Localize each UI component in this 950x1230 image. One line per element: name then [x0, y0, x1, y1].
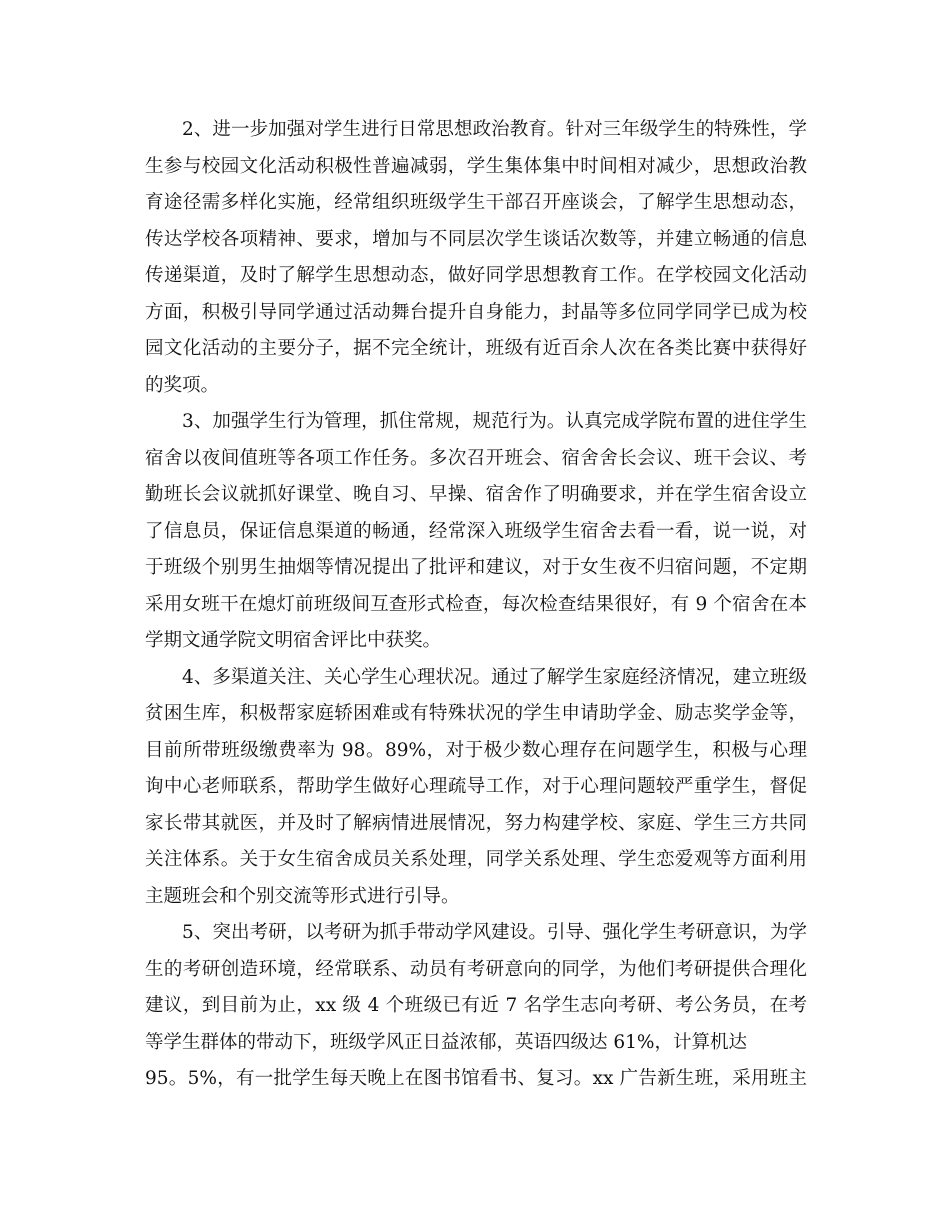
- text-line: 建议，到目前为止，xx 级 4 个班级已有近 7 名学生志向考研、考公务员，在考: [145, 995, 807, 1016]
- text-line: 关注体系。关于女生宿舍成员关系处理，同学关系处理、学生恋爱观等方面利用: [145, 849, 807, 870]
- text-line: 园文化活动的主要分子，据不完全统计，班级有近百余人次在各类比赛中获得好: [145, 338, 807, 359]
- text-line: 询中心老师联系，帮助学生做好心理疏导工作，对于心理问题较严重学生，督促: [145, 776, 807, 797]
- text-line: 生参与校园文化活动积极性普遍减弱，学生集体集中时间相对减少，思想政治教: [145, 155, 807, 177]
- text-line: 方面，积极引导同学通过活动舞台提升自身能力，封晶等多位同学同学已成为校: [145, 301, 807, 323]
- document-body: [145, 112, 807, 1098]
- text-line: 生的考研创造环境，经常联系、动员有考研意向的同学，为他们考研提供合理化: [145, 958, 807, 980]
- text-line: 5、突出考研，以考研为抓手带动学风建设。引导、强化学生考研意识，为学: [182, 922, 807, 943]
- text-line: 的奖项。: [145, 374, 220, 396]
- text-line: 勤班长会议就抓好课堂、晚自习、早操、宿舍作了明确要求，并在学生宿舍设立: [145, 484, 807, 505]
- text-line: 95。5%，有一批学生每天晚上在图书馆看书、复习。xx 广告新生班，采用班主: [145, 1068, 807, 1089]
- text-line: 传达学校各项精神、要求，增加与不同层次学生谈话次数等，并建立畅通的信息: [145, 228, 807, 250]
- text-line: 主题班会和个别交流等形式进行引导。: [145, 885, 460, 907]
- text-line: 于班级个别男生抽烟等情况提出了批评和建议，对于女生夜不归宿问题，不定期: [145, 557, 807, 578]
- text-line: 2、进一步加强对学生进行日常思想政治教育。针对三年级学生的特殊性，学: [182, 119, 807, 140]
- text-line: 等学生群体的带动下，班级学风正日益浓郁，英语四级达 61%，计算机达: [145, 1031, 748, 1053]
- text-line: 传递渠道，及时了解学生思想动态，做好同学思想教育工作。在学校园文化活动: [145, 265, 807, 286]
- text-line: 4、多渠道关注、关心学生心理状况。通过了解学生家庭经济情况，建立班级: [182, 666, 807, 688]
- text-line: 育途径需多样化实施，经常组织班级学生干部召开座谈会，了解学生思想动态，: [145, 192, 807, 213]
- text-line: 宿舍以夜间值班等各项工作任务。多次召开班会、宿舍舍长会议、班干会议、考: [145, 447, 807, 469]
- text-line: 目前所带班级缴费率为 98。89%，对于极少数心理存在问题学生，积极与心理: [145, 739, 807, 761]
- text-line: 家长带其就医，并及时了解病情进展情况，努力构建学校、家庭、学生三方共同: [145, 812, 807, 834]
- text-line: 采用女班干在熄灯前班级间互查形式检查，每次检查结果很好，有 9 个宿舍在本: [145, 593, 807, 615]
- text-line: 了信息员，保证信息渠道的畅通，经常深入班级学生宿舍去看一看，说一说，对: [145, 520, 807, 542]
- text-line: 学期文通学院文明宿舍评比中获奖。: [145, 630, 442, 651]
- text-line: 3、加强学生行为管理，抓住常规，规范行为。认真完成学院布置的进住学生: [182, 411, 807, 432]
- text-line: 贫困生库，积极帮家庭轿困难或有特殊状况的学生申请助学金、励志奖学金等，: [145, 703, 807, 724]
